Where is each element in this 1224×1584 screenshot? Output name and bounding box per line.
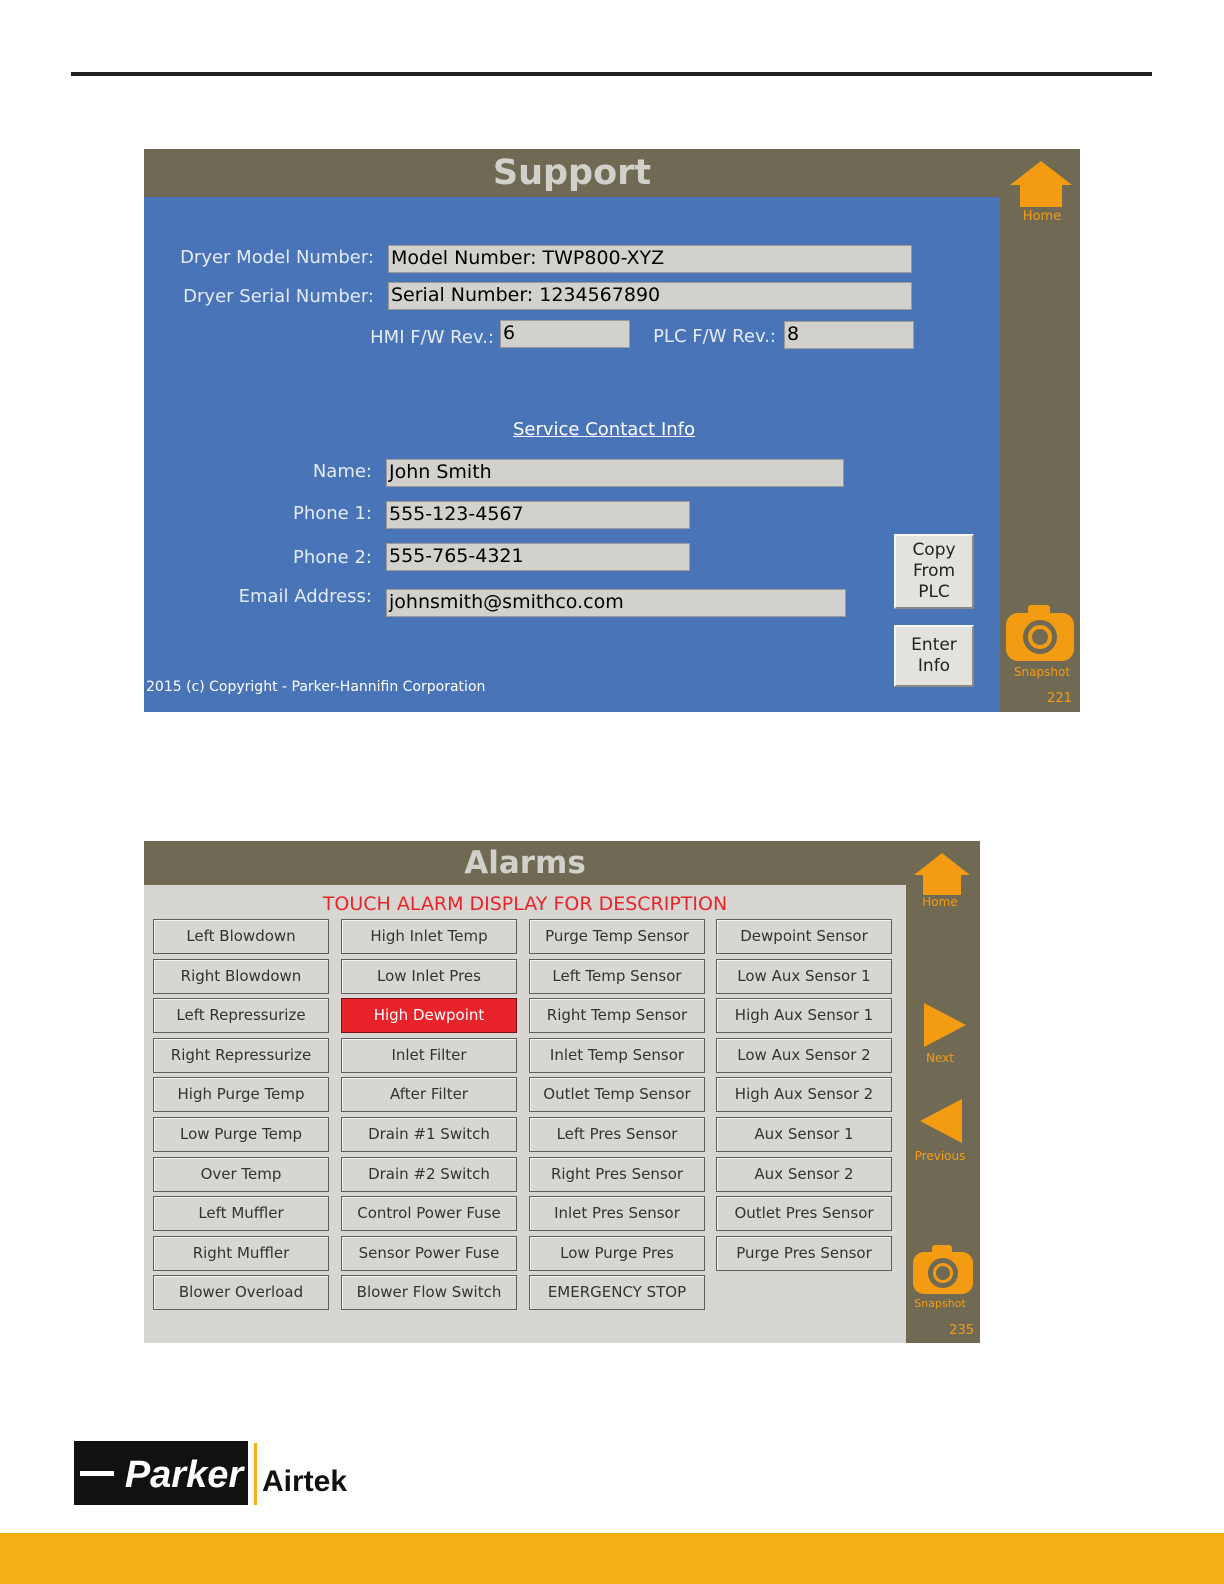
name-field[interactable]: John Smith <box>386 459 844 487</box>
model-field[interactable]: Model Number: TWP800-XYZ <box>388 245 912 273</box>
copyright-text: 2015 (c) Copyright - Parker-Hannifin Corporation <box>146 679 486 695</box>
enter-info-button[interactable] <box>894 625 974 687</box>
alarm-button[interactable]: Sensor Power Fuse <box>341 1236 517 1271</box>
alarm-button[interactable]: Right Muffler <box>153 1236 329 1271</box>
alarm-button[interactable]: Control Power Fuse <box>341 1196 517 1231</box>
alarm-button[interactable]: Right Blowdown <box>153 959 329 994</box>
alarm-button[interactable]: Purge Temp Sensor <box>529 919 705 954</box>
logo-parker-text: Parker <box>124 1454 244 1496</box>
alarm-button[interactable]: Aux Sensor 1 <box>716 1117 892 1152</box>
copy-button-line-2: From <box>912 561 956 581</box>
alarm-button[interactable]: Low Purge Pres <box>529 1236 705 1271</box>
alarm-button[interactable]: Right Repressurize <box>153 1038 329 1073</box>
alarm-button[interactable]: Left Blowdown <box>153 919 329 954</box>
alarm-button[interactable]: Left Temp Sensor <box>529 959 705 994</box>
alarm-button[interactable]: High Aux Sensor 2 <box>716 1077 892 1112</box>
support-title-bar <box>144 149 1000 197</box>
service-contact-heading: Service Contact Info <box>512 419 696 440</box>
screen-number: 221 <box>1047 691 1072 706</box>
copy-button-line-1: Copy <box>912 540 956 560</box>
model-label: Dryer Model Number: <box>180 247 374 268</box>
alarm-button[interactable]: High Dewpoint <box>341 998 517 1033</box>
alarm-button[interactable]: Dewpoint Sensor <box>716 919 892 954</box>
alarm-button[interactable]: Left Pres Sensor <box>529 1117 705 1152</box>
alarms-title-bar <box>144 841 906 885</box>
alarm-button[interactable]: Left Repressurize <box>153 998 329 1033</box>
alarm-button[interactable]: Inlet Pres Sensor <box>529 1196 705 1231</box>
plc-rev-field[interactable]: 8 <box>784 321 914 349</box>
alarm-button[interactable]: Drain #1 Switch <box>341 1117 517 1152</box>
home-icon[interactable] <box>1008 159 1074 209</box>
alarm-button[interactable]: Left Muffler <box>153 1196 329 1231</box>
email-field[interactable]: johnsmith@smithco.com <box>386 589 846 617</box>
previous-label[interactable]: Previous <box>914 1149 966 1163</box>
alarm-button[interactable]: Low Inlet Pres <box>341 959 517 994</box>
alarm-button[interactable]: Aux Sensor 2 <box>716 1157 892 1192</box>
alarm-button[interactable]: Over Temp <box>153 1157 329 1192</box>
alarm-button[interactable]: High Purge Temp <box>153 1077 329 1112</box>
phone1-label: Phone 1: <box>293 503 372 524</box>
alarm-button[interactable]: Low Aux Sensor 1 <box>716 959 892 994</box>
alarm-button[interactable]: After Filter <box>341 1077 517 1112</box>
camera-icon[interactable] <box>911 1243 975 1297</box>
enter-button-line-1: Enter <box>911 635 957 655</box>
alarm-button[interactable]: EMERGENCY STOP <box>529 1275 705 1310</box>
phone1-field[interactable]: 555-123-4567 <box>386 501 690 529</box>
alarm-button[interactable]: Blower Overload <box>153 1275 329 1310</box>
alarm-button[interactable]: Outlet Pres Sensor <box>716 1196 892 1231</box>
support-screen <box>144 149 1080 712</box>
alarms-screen-number: 235 <box>949 1323 974 1338</box>
name-label: Name: <box>312 461 372 482</box>
alarm-button[interactable]: Inlet Filter <box>341 1038 517 1073</box>
plc-rev-label: PLC F/W Rev.: <box>653 326 776 347</box>
alarm-button[interactable]: Outlet Temp Sensor <box>529 1077 705 1112</box>
serial-field[interactable]: Serial Number: 1234567890 <box>388 282 912 310</box>
phone2-field[interactable]: 555-765-4321 <box>386 543 690 571</box>
alarm-button[interactable]: High Aux Sensor 1 <box>716 998 892 1033</box>
previous-arrow-icon[interactable] <box>918 1097 964 1145</box>
alarms-screen <box>144 841 980 1343</box>
support-title: Support <box>492 153 652 193</box>
serial-label: Dryer Serial Number: <box>183 286 374 307</box>
logo-airtek-text: Airtek <box>262 1465 348 1498</box>
alarms-title: Alarms <box>464 845 586 881</box>
alarm-button[interactable]: Right Pres Sensor <box>529 1157 705 1192</box>
next-arrow-icon[interactable] <box>922 1001 968 1049</box>
parker-airtek-logo <box>74 1441 348 1507</box>
alarm-button[interactable]: Blower Flow Switch <box>341 1275 517 1310</box>
footer-bar <box>0 1533 1224 1584</box>
alarm-button[interactable]: Low Aux Sensor 2 <box>716 1038 892 1073</box>
alarm-button[interactable]: Low Purge Temp <box>153 1117 329 1152</box>
alarms-home-label[interactable]: Home <box>922 895 958 909</box>
snapshot-label[interactable]: Snapshot <box>1013 665 1071 679</box>
alarm-button[interactable]: Purge Pres Sensor <box>716 1236 892 1271</box>
phone2-label: Phone 2: <box>293 547 372 568</box>
home-label[interactable]: Home <box>1022 209 1062 224</box>
copy-button-line-3: PLC <box>918 582 950 602</box>
enter-button-line-2: Info <box>917 656 951 676</box>
hmi-rev-field[interactable]: 6 <box>500 320 630 348</box>
alarm-button[interactable]: High Inlet Temp <box>341 919 517 954</box>
alarms-snapshot-label[interactable]: Snapshot <box>914 1297 966 1310</box>
alarm-instruction: TOUCH ALARM DISPLAY FOR DESCRIPTION <box>322 893 728 915</box>
alarm-button[interactable]: Drain #2 Switch <box>341 1157 517 1192</box>
email-label: Email Address: <box>238 586 372 607</box>
camera-icon[interactable] <box>1004 603 1076 665</box>
top-divider <box>71 72 1152 76</box>
next-label[interactable]: Next <box>926 1051 954 1065</box>
copy-from-plc-button[interactable] <box>894 534 974 609</box>
home-icon[interactable] <box>912 851 972 897</box>
alarm-button[interactable]: Right Temp Sensor <box>529 998 705 1033</box>
alarm-button[interactable]: Inlet Temp Sensor <box>529 1038 705 1073</box>
hmi-rev-label: HMI F/W Rev.: <box>370 327 494 348</box>
